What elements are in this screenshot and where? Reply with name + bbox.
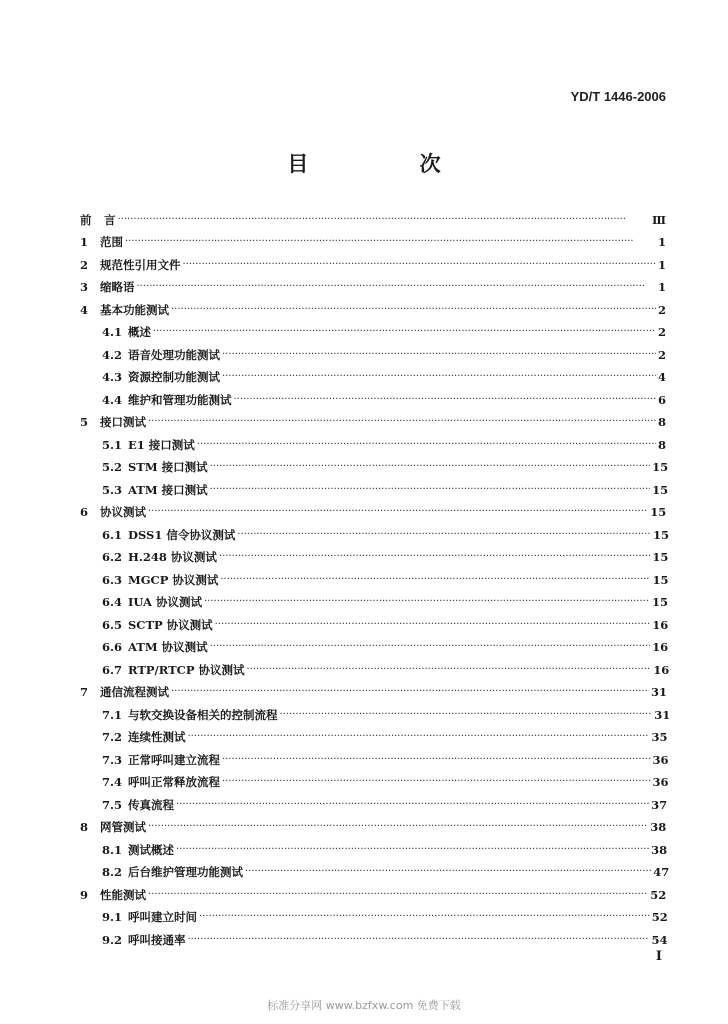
toc-entry-title: 后台维护管理功能测试 [128, 865, 243, 879]
toc-entry-title: 范围 [100, 235, 123, 249]
toc-dot-leader [199, 910, 650, 924]
toc-dot-leader [222, 370, 656, 384]
toc-entry-number: 8 [80, 820, 89, 834]
toc-dot-leader [210, 483, 651, 497]
toc-dot-leader [171, 303, 656, 317]
toc-dot-leader [188, 933, 650, 947]
toc-dot-leader [215, 618, 651, 632]
toc-entry-title: 言 [104, 212, 116, 227]
toc-entry-number: 7.3 [102, 752, 123, 767]
toc-entry-number: 4.3 [102, 370, 123, 384]
toc-entry-number: 8.1 [102, 842, 123, 857]
toc-entry-title: 维护和管理功能测试 [128, 392, 232, 407]
toc-dot-leader [176, 798, 649, 812]
toc-entry[interactable] [80, 588, 666, 611]
page-title: 目 次 [287, 152, 493, 176]
toc-entry-number: 6.2 [102, 550, 123, 564]
toc-entry[interactable] [80, 520, 669, 543]
toc-entry[interactable] [80, 273, 666, 296]
toc-entry[interactable] [80, 250, 666, 273]
toc-entry-title: MGCP 协议测试 [128, 572, 219, 587]
toc-entry-page: 2 [658, 325, 667, 339]
toc-entry-number: 8.2 [102, 865, 123, 879]
toc-entry-page: 1 [658, 257, 667, 272]
toc-entry-page: 47 [653, 865, 670, 879]
toc-entry[interactable] [80, 745, 669, 768]
toc-entry[interactable] [80, 363, 666, 386]
toc-entry-page: 31 [650, 685, 667, 699]
toc-dot-leader [171, 685, 649, 699]
table-of-contents [80, 205, 671, 948]
toc-entry-title: 协议测试 [100, 505, 146, 519]
toc-dot-leader [237, 528, 651, 542]
toc-entry-title: ATM 接口测试 [128, 482, 208, 497]
toc-entry[interactable] [80, 858, 670, 881]
toc-entry-title: 接口测试 [100, 415, 146, 429]
toc-entry-number: 9.1 [102, 910, 123, 924]
toc-entry-title: IUA 协议测试 [128, 595, 202, 609]
toc-entry-number: 6.3 [102, 572, 123, 587]
toc-dot-leader [220, 573, 650, 587]
toc-entry-page: 35 [651, 730, 668, 744]
toc-dot-leader [204, 595, 650, 609]
toc-entry-title: 基本功能测试 [100, 302, 169, 317]
toc-entry-page: 15 [652, 527, 669, 542]
toc-entry[interactable] [80, 408, 666, 431]
toc-entry[interactable] [80, 835, 666, 858]
toc-entry-title: 与软交换设备相关的控制流程 [128, 707, 278, 722]
toc-entry-number: 5.3 [102, 482, 123, 497]
toc-dot-leader [197, 438, 656, 452]
toc-entry-number: 6.1 [102, 527, 123, 542]
toc-entry-title: 连续性测试 [128, 730, 186, 744]
toc-entry-page: 16 [653, 662, 670, 677]
toc-entry[interactable] [80, 655, 670, 678]
toc-entry[interactable] [80, 610, 669, 633]
toc-entry-page: 4 [658, 370, 667, 384]
toc-entry-page: 1 [657, 235, 666, 249]
toc-dot-leader [118, 213, 650, 227]
toc-entry-number: 7.2 [102, 730, 123, 744]
toc-dot-leader [137, 280, 656, 294]
toc-dot-leader [148, 820, 648, 834]
toc-entry-page: 16 [652, 640, 669, 654]
toc-entry-title: H.248 协议测试 [128, 550, 217, 564]
toc-entry-title: 呼叫建立时间 [128, 910, 197, 924]
toc-entry[interactable] [80, 385, 666, 408]
toc-entry-page: 1 [657, 280, 666, 294]
toc-entry-number: 7.4 [102, 775, 123, 789]
toc-entry-title: 传真流程 [128, 797, 174, 812]
toc-entry-title: DSS1 信令协议测试 [128, 527, 236, 542]
toc-entry-page: 6 [658, 392, 667, 407]
toc-entry-number: 6.7 [102, 662, 123, 677]
toc-entry-title: RTP/RTCP 协议测试 [128, 662, 245, 677]
toc-entry[interactable] [80, 543, 669, 566]
toc-entry-title: 呼叫接通率 [128, 932, 186, 947]
toc-entry-number: 1 [80, 235, 89, 249]
toc-entry[interactable] [80, 925, 666, 948]
toc-entry-page: 37 [651, 797, 668, 812]
toc-dot-leader [153, 325, 656, 339]
toc-dot-leader [125, 235, 656, 249]
toc-dot-leader [176, 843, 649, 857]
toc-dot-leader [222, 753, 651, 767]
toc-entry-number: 6.5 [102, 617, 123, 632]
toc-entry-number: 5.1 [102, 437, 123, 452]
toc-entry-number: 前 [80, 212, 92, 227]
toc-entry[interactable] [80, 880, 666, 903]
toc-entry-title: 测试概述 [128, 842, 174, 857]
toc-entry-page: 15 [650, 505, 667, 519]
toc-entry-page: 8 [658, 415, 667, 429]
toc-entry-title: 正常呼叫建立流程 [128, 752, 220, 767]
toc-entry[interactable] [80, 295, 666, 318]
toc-entry-title: 规范性引用文件 [100, 257, 181, 272]
toc-entry[interactable] [80, 903, 666, 926]
toc-entry-title: 性能测试 [100, 887, 146, 902]
toc-entry-number: 7.5 [102, 797, 123, 812]
toc-entry-page: 15 [652, 460, 669, 474]
toc-entry-number: 5.2 [102, 460, 123, 474]
toc-dot-leader [245, 865, 651, 879]
toc-entry[interactable] [80, 678, 666, 701]
toc-entry-title: 缩略语 [100, 280, 135, 294]
toc-entry[interactable] [80, 723, 666, 746]
footer-watermark: 标准分享网 www.bzfxw.com 免费下载 [267, 999, 461, 1012]
page-number: I [655, 949, 662, 964]
toc-entry-page: 52 [650, 887, 667, 902]
toc-dot-leader [222, 775, 651, 789]
toc-entry-title: 呼叫正常释放流程 [128, 775, 220, 789]
toc-dot-leader [188, 730, 650, 744]
toc-entry-title: 资源控制功能测试 [128, 370, 220, 384]
toc-entry-page: 36 [652, 752, 669, 767]
toc-dot-leader [210, 640, 651, 654]
toc-entry-page: 31 [654, 707, 671, 722]
toc-entry-number: 4.1 [102, 325, 123, 339]
toc-entry-number: 9 [80, 887, 89, 902]
toc-entry-number: 6.4 [102, 595, 123, 609]
toc-entry-page: 38 [650, 820, 667, 834]
toc-dot-leader [246, 663, 651, 677]
toc-entry-number: 3 [80, 280, 89, 294]
toc-entry-number: 7.1 [102, 707, 123, 722]
toc-entry-number: 4 [80, 302, 89, 317]
toc-entry-number: 6 [80, 505, 89, 519]
document-code: YD/T 1446-2006 [570, 89, 666, 104]
toc-entry-page: Ⅲ [651, 212, 666, 227]
toc-entry-number: 4.4 [102, 392, 123, 407]
toc-dot-leader [148, 415, 656, 429]
toc-dot-leader [222, 348, 656, 362]
toc-entry-page: 36 [652, 775, 669, 789]
toc-entry-page: 2 [658, 347, 667, 362]
toc-entry[interactable] [80, 700, 671, 723]
toc-entry[interactable] [80, 790, 666, 813]
toc-entry-page: 15 [652, 482, 669, 497]
toc-entry[interactable] [80, 633, 669, 656]
toc-entry-page: 54 [651, 932, 668, 947]
toc-entry-title: 通信流程测试 [100, 685, 169, 699]
toc-entry-title: SCTP 协议测试 [128, 617, 213, 632]
toc-entry[interactable] [80, 565, 669, 588]
toc-entry-title: 语音处理功能测试 [128, 347, 220, 362]
toc-entry[interactable] [80, 453, 669, 476]
toc-entry-title: E1 接口测试 [128, 437, 195, 452]
toc-entry-page: 15 [652, 572, 669, 587]
toc-dot-leader [280, 708, 653, 722]
toc-entry[interactable] [80, 768, 669, 791]
toc-entry-title: 概述 [128, 325, 151, 339]
toc-entry[interactable] [80, 228, 666, 251]
toc-entry-page: 15 [652, 550, 669, 564]
toc-entry[interactable] [80, 318, 666, 341]
toc-dot-leader [148, 888, 648, 902]
toc-entry-page: 52 [651, 910, 668, 924]
toc-entry-title: STM 接口测试 [128, 460, 208, 474]
toc-entry-title: ATM 协议测试 [128, 640, 208, 654]
toc-entry-page: 8 [658, 437, 667, 452]
toc-entry-number: 9.2 [102, 932, 123, 947]
toc-entry-title: 网管测试 [100, 820, 146, 834]
toc-dot-leader [210, 460, 651, 474]
toc-entry[interactable] [80, 340, 666, 363]
toc-entry-number: 7 [80, 685, 89, 699]
toc-entry-page: 38 [651, 842, 668, 857]
toc-entry[interactable] [80, 498, 666, 521]
toc-entry-number: 4.2 [102, 347, 123, 362]
toc-entry-page: 16 [652, 617, 669, 632]
toc-entry[interactable] [80, 430, 666, 453]
toc-entry-number: 2 [80, 257, 89, 272]
toc-entry-number: 6.6 [102, 640, 123, 654]
toc-entry-number: 5 [80, 415, 89, 429]
toc-entry[interactable] [80, 205, 666, 228]
toc-entry[interactable] [80, 475, 669, 498]
toc-dot-leader [183, 258, 657, 272]
toc-dot-leader [234, 393, 657, 407]
toc-entry[interactable] [80, 813, 666, 836]
toc-dot-leader [148, 505, 648, 519]
toc-entry-page: 15 [651, 595, 668, 609]
toc-entry-page: 2 [658, 302, 667, 317]
toc-dot-leader [219, 550, 651, 564]
